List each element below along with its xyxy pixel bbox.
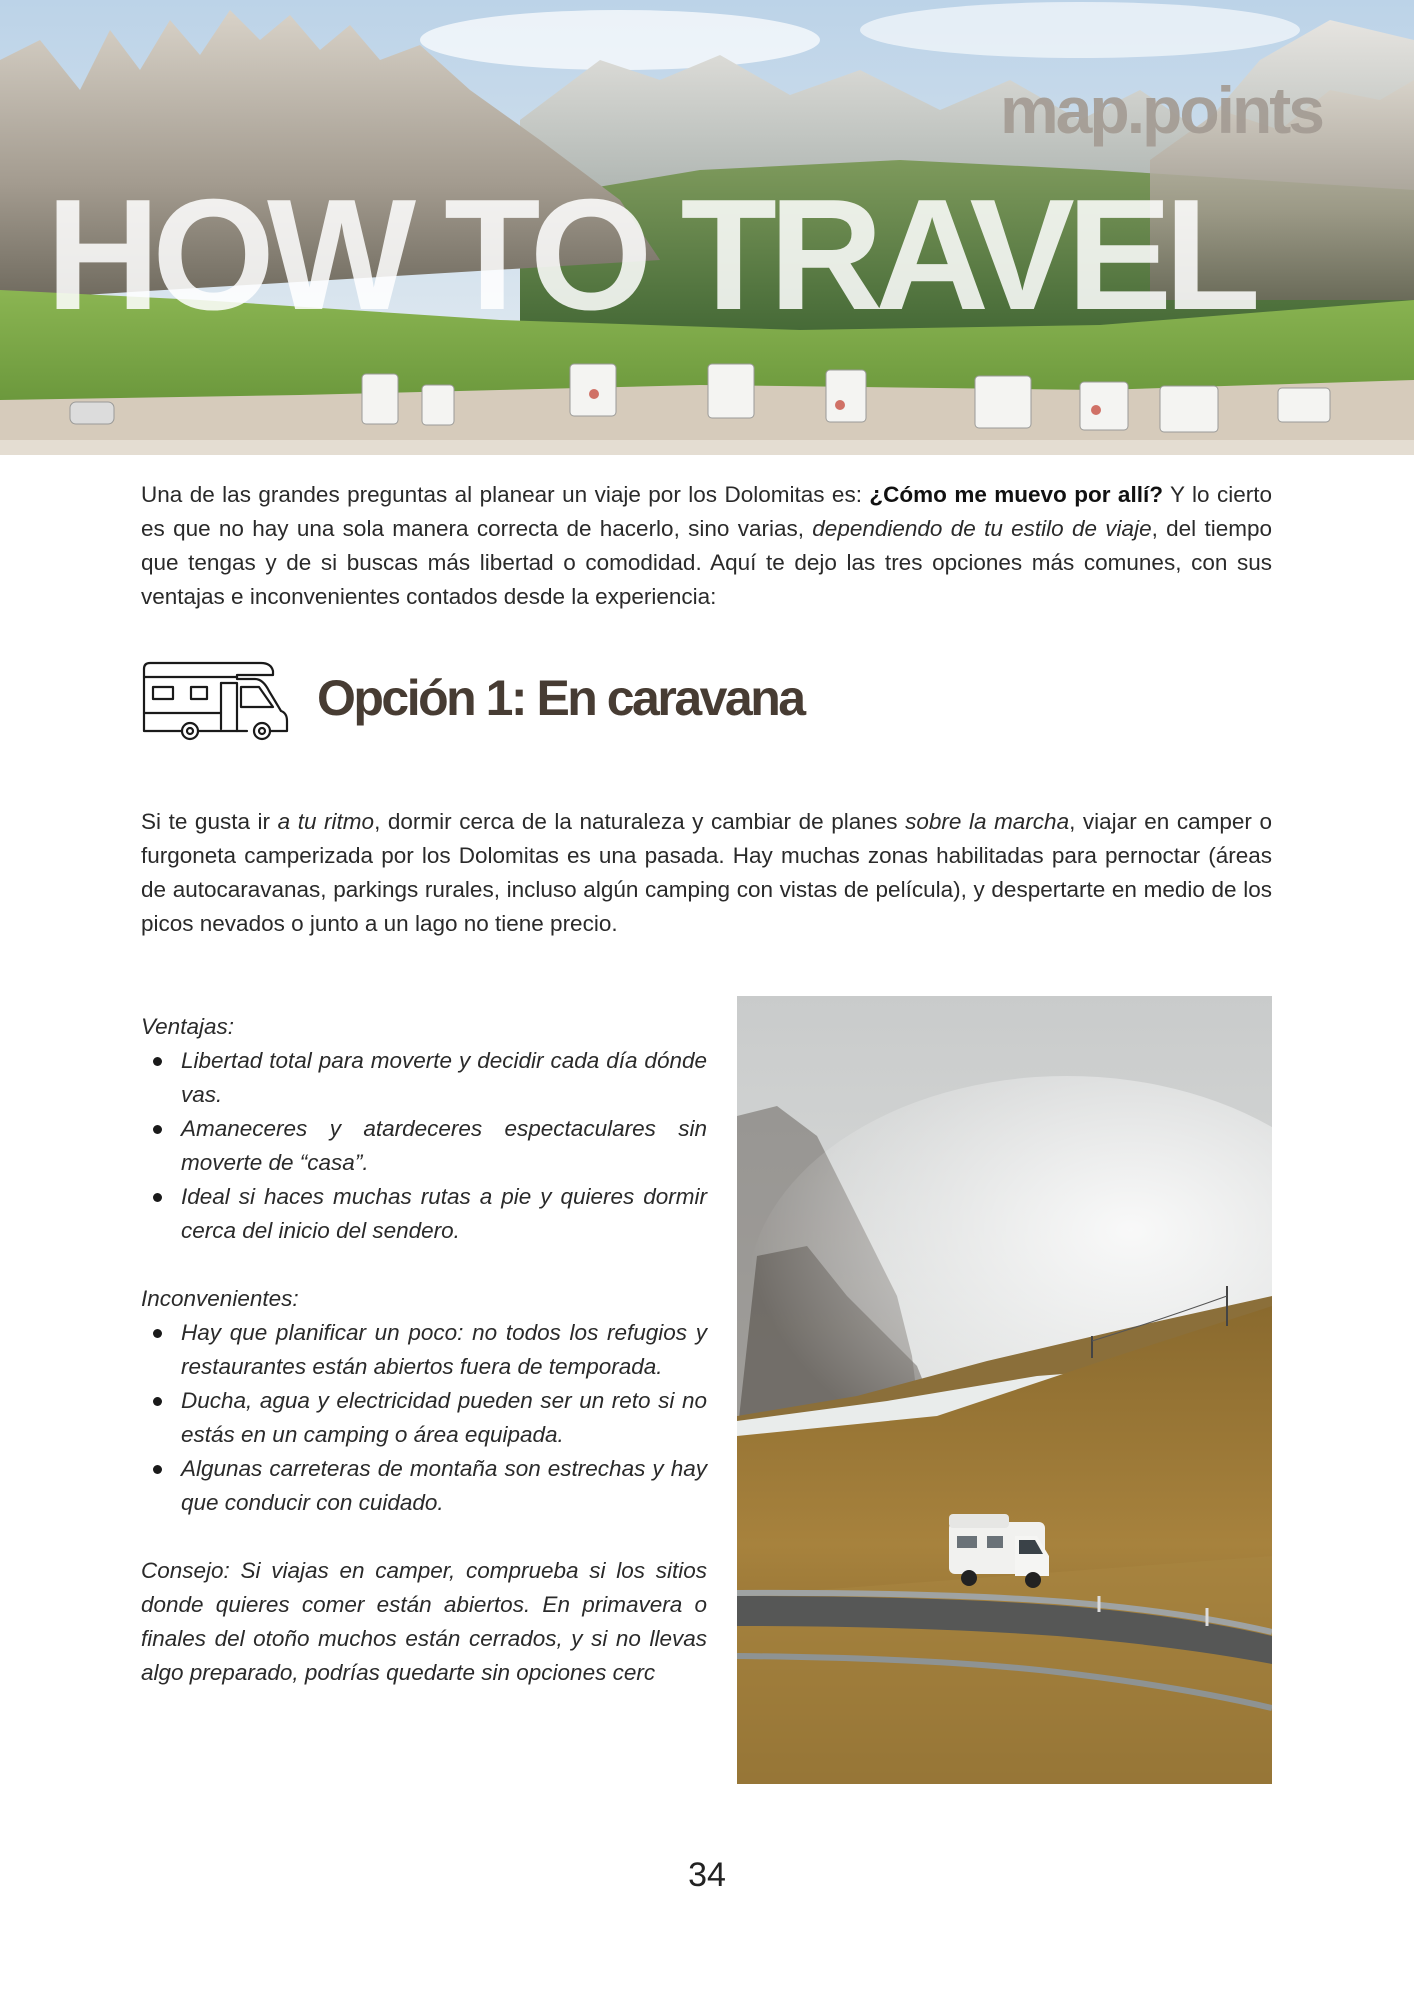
body-text: , dormir cerca de la naturaleza y cambiar de planes bbox=[374, 809, 906, 834]
section-title: Opción 1: En caravana bbox=[317, 670, 804, 726]
body-text: Si te gusta ir bbox=[141, 809, 278, 834]
pros-label: Ventajas: bbox=[141, 1014, 234, 1039]
list-item: Ducha, agua y electricidad pueden ser un reto si no estás en un camping o área equipada. bbox=[141, 1384, 707, 1452]
intro-text: Una de las grandes preguntas al planear un viaje por los Dolomitas es: bbox=[141, 482, 870, 507]
intro-paragraph bbox=[141, 478, 1272, 614]
body-emphasis: a tu ritmo bbox=[277, 809, 375, 834]
cons-label: Inconvenientes: bbox=[141, 1286, 299, 1311]
campervan-photo bbox=[737, 996, 1272, 1784]
intro-text: , del tiempo que tengas y de si buscas más libertad o comodidad. Aquí te dejo las tres opciones más comunes, con sus ventajas e inconvenientes contados desde la experiencia: bbox=[141, 516, 1273, 609]
intro-text: Y lo cierto es que no hay una sola manera correcta de hacerlo, sino varias, bbox=[141, 482, 1272, 541]
hero-title: HOW TO TRAVEL bbox=[46, 167, 1253, 343]
list-item: Ideal si haces muchas rutas a pie y quieres dormir cerca del inicio del sendero. bbox=[141, 1180, 707, 1248]
list-item: Libertad total para moverte y decidir cada día dónde vas. bbox=[141, 1044, 707, 1112]
tip-paragraph: Consejo: Si viajas en camper, comprueba si los sitios donde quieres comer están abiertos. En primavera o finales del otoño muchos están cerrados, y si no llevas algo preparado, podrías quedarte sin opciones cerc bbox=[141, 1558, 707, 1685]
brand-logo: map.points bbox=[999, 73, 1322, 147]
pros-cons-column bbox=[141, 1010, 707, 1690]
body-paragraph bbox=[141, 805, 1272, 941]
body-emphasis: sobre la marcha bbox=[905, 809, 1070, 834]
list-item: Hay que planificar un poco: no todos los refugios y restaurantes están abiertos fuera de temporada. bbox=[141, 1316, 707, 1384]
body-text: , viajar en camper o furgoneta camperizada por los Dolomitas es una pasada. Hay muchas zonas habilitadas para pernoctar (áreas de autocaravanas, parkings rurales, incluso algún camping con vistas de película), y despertarte en medio de los picos nevados o junto a un lago no tiene precio. bbox=[141, 809, 1272, 936]
section-heading bbox=[141, 655, 941, 750]
cons-list bbox=[141, 1316, 707, 1520]
campervan-photo-image bbox=[737, 996, 1272, 1784]
pros-list bbox=[141, 1044, 707, 1248]
intro-emphasis: dependiendo de tu estilo de viaje bbox=[812, 516, 1152, 541]
list-item: Amaneceres y atardeceres espectaculares sin moverte de “casa”. bbox=[141, 1112, 707, 1180]
page-number: 34 bbox=[688, 1856, 726, 1894]
intro-question: ¿Cómo me muevo por allí? bbox=[869, 482, 1163, 507]
hero-banner bbox=[0, 0, 1414, 455]
list-item: Algunas carreteras de montaña son estrechas y hay que conducir con cuidado. bbox=[141, 1452, 707, 1520]
campervan-icon bbox=[141, 659, 289, 743]
